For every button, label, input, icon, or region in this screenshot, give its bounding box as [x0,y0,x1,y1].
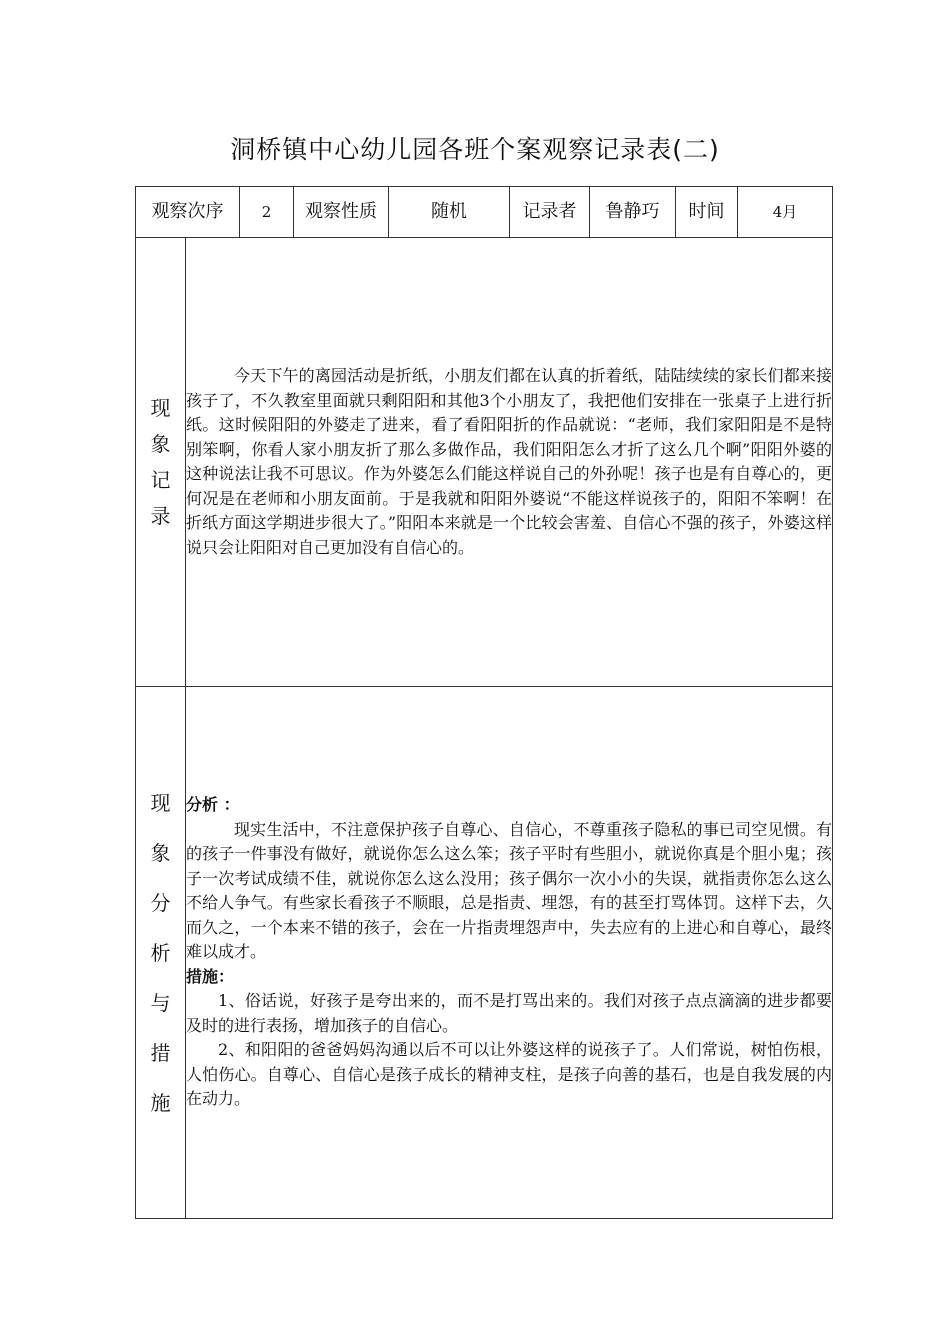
side-char: 与 [150,990,171,1015]
recorder-value: 鲁静巧 [605,201,660,222]
analysis-heading: 分析 ： [186,795,240,815]
recorder-value-cell [590,187,676,238]
observation-record-table [135,186,833,1219]
record-text: 今天下午的离园活动是折纸，小朋友们都在认真的折着纸，陆陆续续的家长们都来接孩子了，不久教室里面就只剩阳阳和其他3个小朋友了，我把他们安排在一张桌子上进行折纸。这时候阳阳的外婆走了进来，看了看阳阳折的作品就说：“老师，我们家阳阳是不是特别笨啊，你看人家小朋友折了那么多做作品，我们阳阳怎么才折了这么几个啊”阳阳外婆的这种说法让我不可思议。作为外婆怎么们能这样说自己的外孙呢！孩子也是有自尊心的，更何况是在老师和小朋友面前。于是我就和阳阳外婆说“不能这样说孩子的，阳阳不笨啊！在折纸方面这学期进步很大了。”阳阳本来就是一个比较会害羞、自信心不强的孩子，外婆这样说只会让阳阳对自己更加没有自信心的。 [186,366,832,557]
record-content [186,238,833,687]
nature-label-cell [294,187,389,238]
measure-item: 2、和阳阳的爸爸妈妈沟通以后不可以让外婆这样的说孩子了。人们常说，树怕伤根，人怕伤心。自尊心、自信心是孩子成长的精神支柱，是孩子向善的基石，也是自我发展的内在动力。 [186,1040,832,1109]
analysis-content [186,687,833,1219]
time-label: 时间 [688,201,725,222]
time-label-cell [676,187,738,238]
side-char: 析 [150,940,171,965]
side-char: 录 [150,504,171,528]
order-value-cell [240,187,294,238]
measure-item: 1、俗话说，好孩子是夸出来的，而不是打骂出来的。我们对孩子点点滴滴的进步都要及时的进行表扬，增加孩子的自信心。 [186,991,832,1035]
analysis-text: 现实生活中，不注意保护孩子自尊心、自信心，不尊重孩子隐私的事已司空见惯。有的孩子一件事没有做好，就说你怎么这么笨；孩子平时有些胆小，就说你真是个胆小鬼；孩子一次考试成绩不佳，就说你怎么这么没用；孩子偶尔一次小小的失误，就指责你怎么这么不给人争气。有些家长看孩子不顺眼，总是指责、埋怨，有的甚至打骂体罚。这样下去，久而久之，一个本来不错的孩子，会在一片指责埋怨声中，失去应有的上进心和自尊心，最终难以成才。 [186,819,832,962]
nature-value-cell [389,187,510,238]
time-value: 4月 [772,203,798,221]
time-value-cell [738,187,833,238]
order-label-cell [136,187,240,238]
recorder-label-cell [510,187,590,238]
page-title: 洞桥镇中心幼儿园各班个案观察记录表(二) [230,135,720,164]
side-char: 施 [150,1090,171,1115]
side-char: 象 [150,840,171,865]
side-char: 现 [150,790,171,815]
recorder-label: 记录者 [522,201,577,222]
record-side-label [136,238,186,687]
measures-heading: 措施： [186,966,235,986]
analysis-row [136,687,833,1219]
record-row [136,238,833,687]
side-char: 现 [150,396,171,420]
header-row [136,187,833,238]
side-char: 分 [150,890,171,915]
nature-label: 观察性质 [305,201,377,222]
nature-value: 随机 [431,201,467,222]
side-char: 措 [150,1040,171,1065]
side-char: 象 [150,432,171,456]
side-char: 记 [150,468,171,492]
order-value: 2 [261,203,272,221]
order-label: 观察次序 [151,201,224,222]
analysis-side-label [136,687,186,1219]
